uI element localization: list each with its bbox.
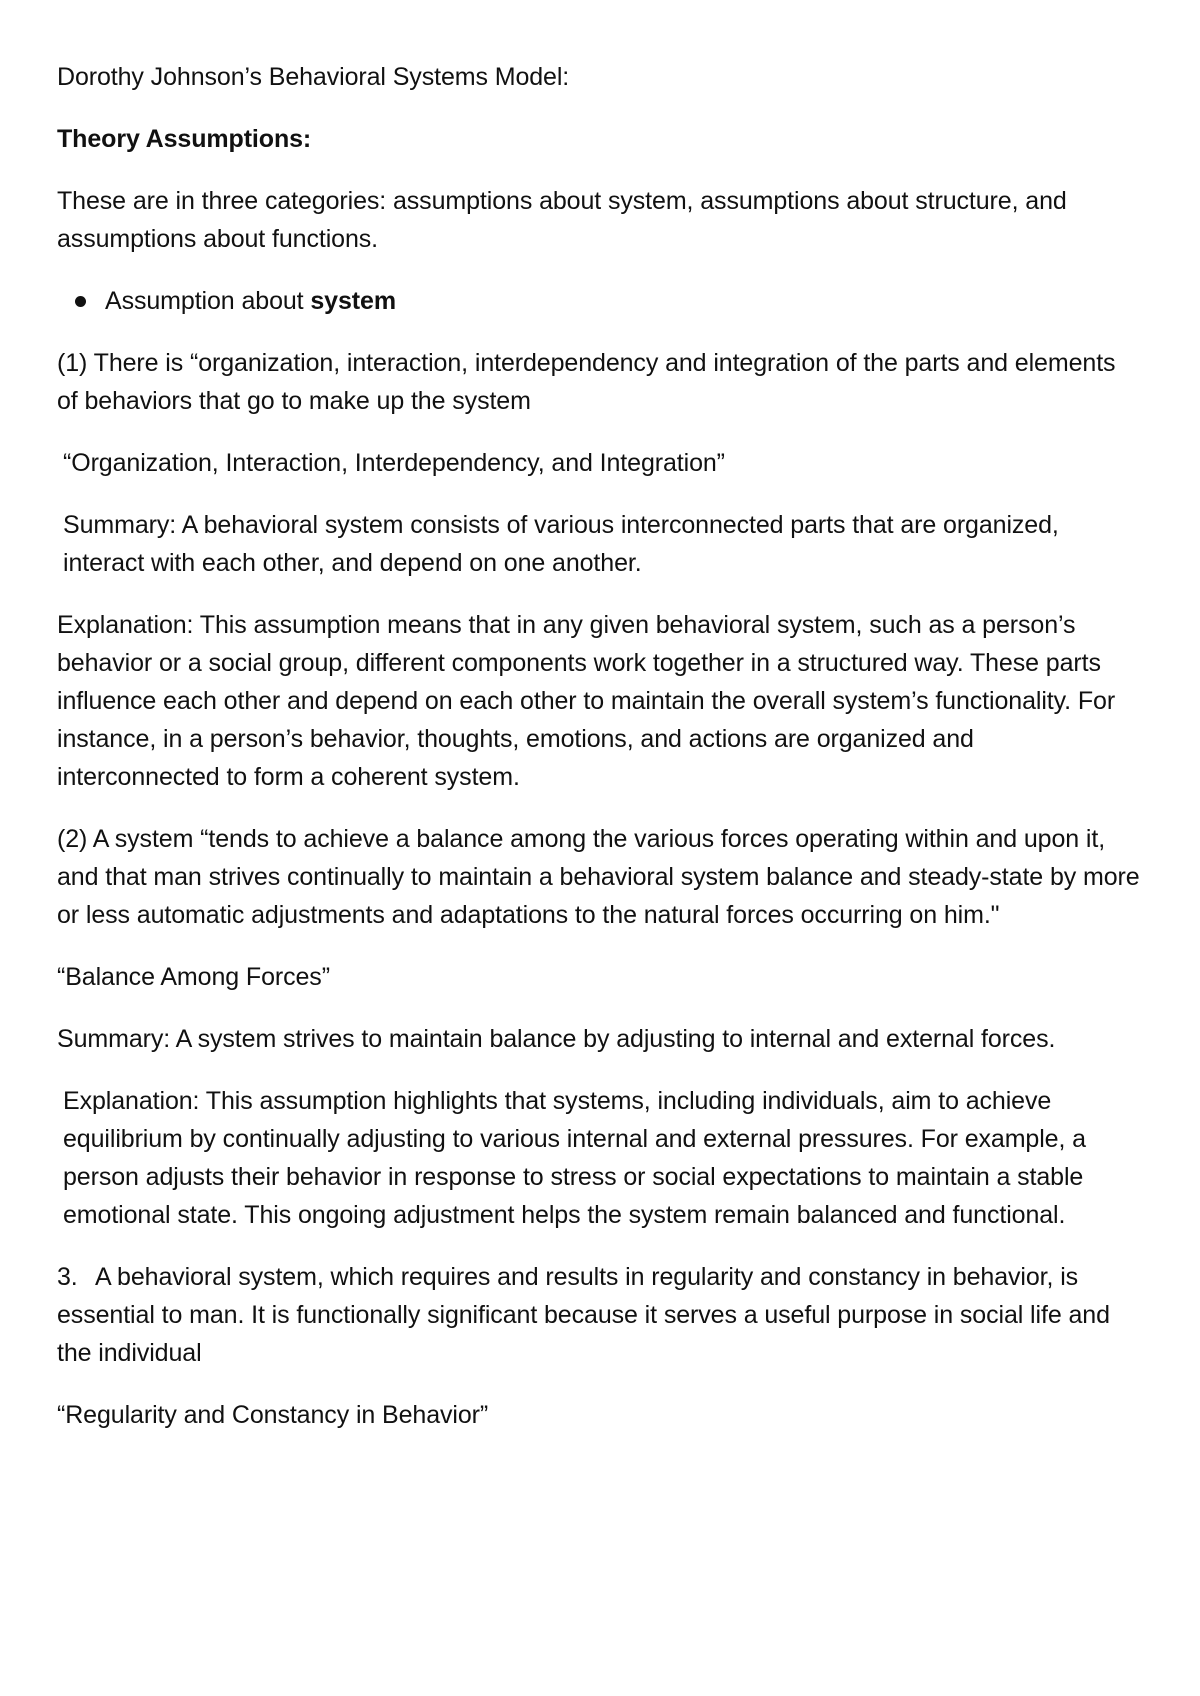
bullet-bold-term: system xyxy=(310,287,396,315)
assumption-2-explanation: Explanation: This assumption highlights that systems, including individuals, aim to achieve equilibrium by continually adjusting to various internal and external pressures. For example, a person adjusts their behavior in response to stress or social expectations to maintain a stable emotional state. This ongoing adjustment helps the system remain balanced and functional. xyxy=(63,1087,1086,1229)
assumption-3-quote: “Regularity and Constancy in Behavior” xyxy=(57,1401,489,1429)
assumption-2-summary: Summary: A system strives to maintain balance by adjusting to internal and external forces. xyxy=(57,1025,1056,1053)
bullet-prefix: Assumption about xyxy=(105,287,311,315)
assumption-1-explanation: Explanation: This assumption means that in any given behavioral system, such as a person’s behavior or a social group, different components work together in a structured way. These parts influence each other and depend on each other to maintain the overall system’s functionality. For instance, in a person’s behavior, thoughts, emotions, and actions are organized and interconnected to form a coherent system. xyxy=(57,611,1116,791)
bullet-text xyxy=(105,282,396,320)
assumption-1-summary: Summary: A behavioral system consists of various interconnected parts that are organized, interact with each other, and depend on one another. xyxy=(63,511,1059,577)
intro-paragraph: These are in three categories: assumptions about system, assumptions about structure, and assumptions about functions. xyxy=(57,187,1067,253)
assumption-1-statement: (1) There is “organization, interaction, interdependency and integration of the parts and elements of behaviors that go to make up the system xyxy=(57,349,1116,415)
bullet-item xyxy=(57,282,1140,320)
assumption-2-statement: (2) A system “tends to achieve a balance among the various forces operating within and upon it, and that man strives continually to maintain a behavioral system balance and steady-state by more or less automatic adjustments and adaptations to the natural forces occurring on him." xyxy=(57,825,1140,929)
section-heading: Theory Assumptions: xyxy=(57,125,312,153)
assumption-3-statement xyxy=(57,1258,1140,1372)
assumption-1-quote: “Organization, Interaction, Interdependency, and Integration” xyxy=(63,449,725,477)
assumption-2-quote: “Balance Among Forces” xyxy=(57,963,330,991)
document-title: Dorothy Johnson’s Behavioral Systems Model: xyxy=(57,63,570,91)
assumption-3-text: A behavioral system, which requires and results in regularity and constancy in behavior, is essential to man. It is functionally significant because it serves a useful purpose in social life and the individual xyxy=(57,1263,1110,1367)
assumption-3-number: 3. xyxy=(57,1263,78,1291)
bullet-dot-icon xyxy=(75,296,86,307)
